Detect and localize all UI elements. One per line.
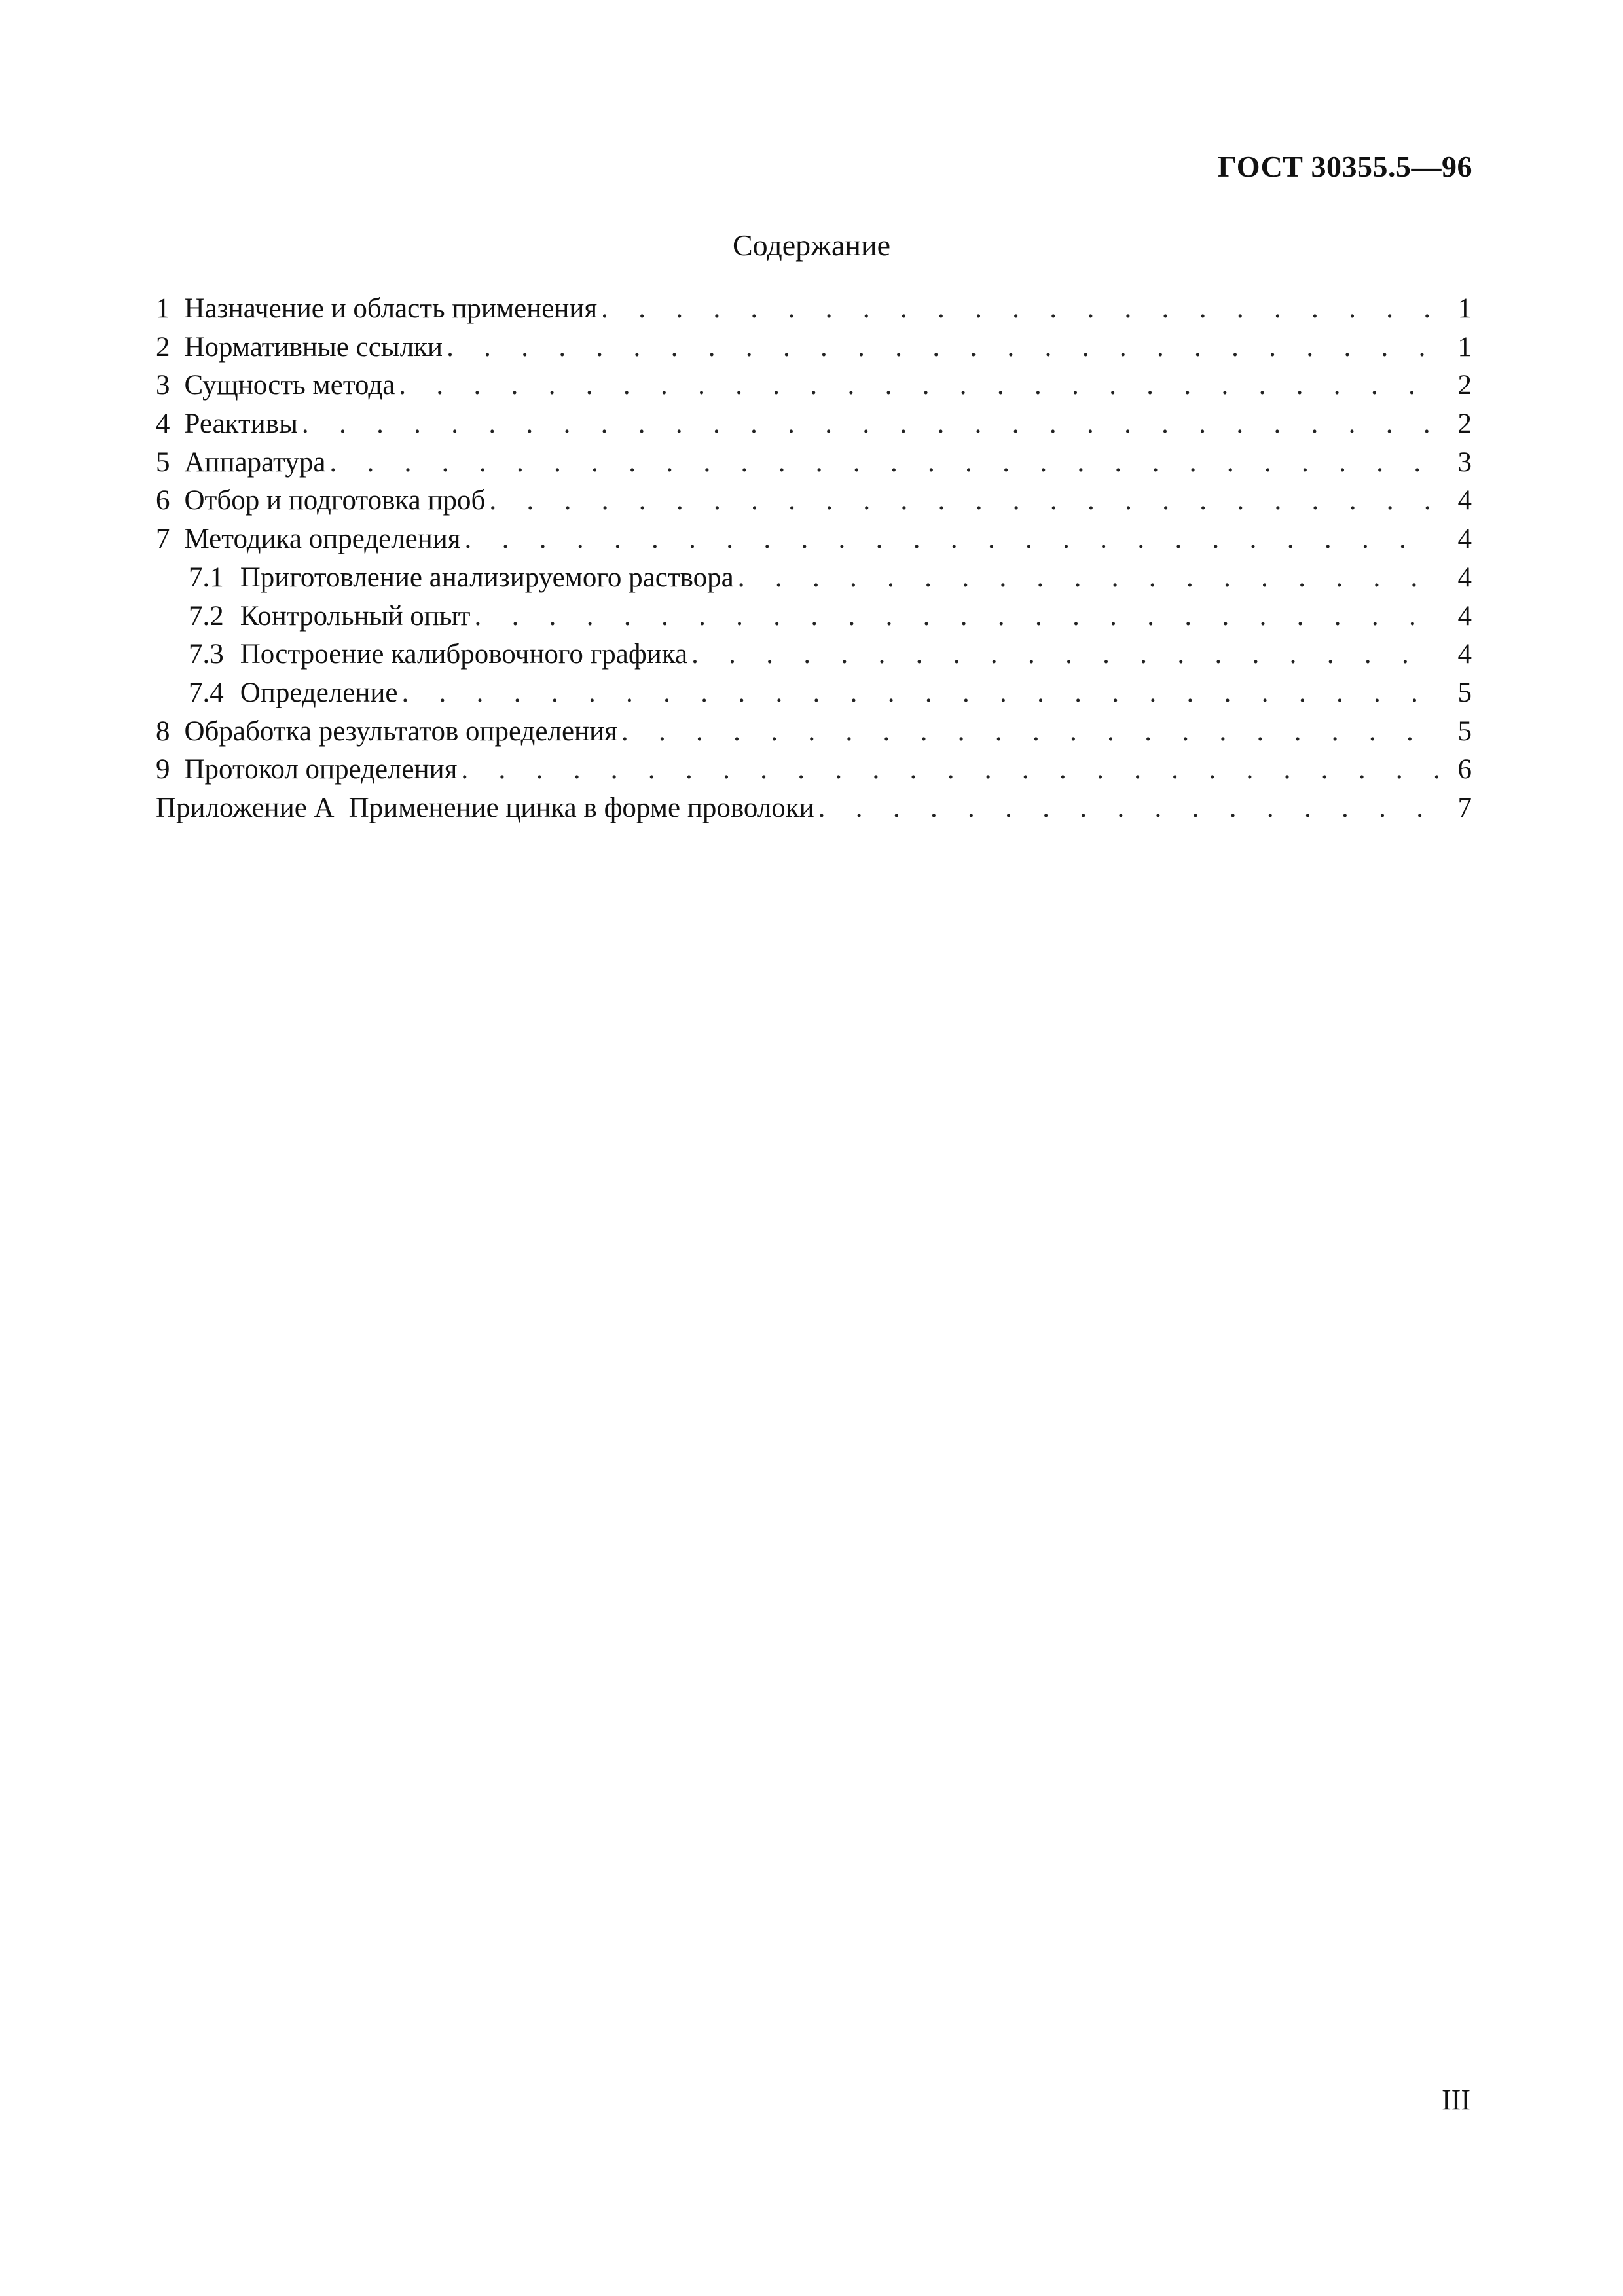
toc-appendix-item[interactable] (156, 789, 1472, 828)
toc-item-title: Назначение и область применения (184, 293, 598, 324)
toc-item-page: 1 (1457, 331, 1472, 363)
toc-item-page: 4 (1457, 562, 1472, 593)
toc-item[interactable] (156, 520, 1472, 559)
toc-item[interactable] (156, 367, 1472, 405)
toc-item-number: 3 (156, 370, 170, 401)
toc-item-page: 3 (1457, 446, 1472, 478)
toc-item-number: Приложение А (156, 792, 335, 823)
toc-item-page: 4 (1457, 639, 1472, 670)
toc-item-page: 4 (1457, 485, 1472, 516)
toc-dot-leader (621, 713, 1438, 751)
toc-dot-leader (447, 329, 1438, 367)
toc-item-title: Реактивы (184, 408, 298, 440)
toc-item-title: Нормативные ссылки (184, 331, 443, 363)
toc-dot-leader (738, 559, 1438, 598)
toc-item-page: 2 (1457, 370, 1472, 401)
toc-item[interactable] (156, 329, 1472, 367)
toc-item-number: 5 (156, 446, 170, 478)
toc-item[interactable] (156, 290, 1472, 329)
toc-item-number: 4 (156, 408, 170, 440)
toc-item[interactable] (156, 713, 1472, 751)
toc-item-title: Сущность метода (184, 370, 395, 401)
toc-dot-leader (691, 636, 1438, 674)
toc-subitem[interactable] (156, 559, 1472, 598)
toc-item-page: 4 (1457, 524, 1472, 555)
toc-item-page: 2 (1457, 408, 1472, 440)
toc-subitem[interactable] (156, 636, 1472, 674)
toc-item-title: Применение цинка в форме проволоки (348, 792, 814, 823)
toc-item-title: Аппаратура (184, 446, 326, 478)
toc-dot-leader (461, 751, 1438, 789)
toc-item-number: 1 (156, 293, 170, 324)
toc-item-number: 7.3 (189, 639, 224, 670)
toc-item-title: Построение калибровочного графика (240, 639, 688, 670)
table-of-contents (156, 290, 1472, 828)
toc-item-page: 5 (1457, 715, 1472, 747)
toc-item-title: Отбор и подготовка проб (184, 485, 486, 516)
toc-item-title: Приготовление анализируемого раствора (240, 562, 734, 593)
toc-item-number: 7.2 (189, 600, 224, 632)
toc-item[interactable] (156, 482, 1472, 520)
toc-item-page: 6 (1457, 754, 1472, 785)
toc-item-number: 9 (156, 754, 170, 785)
toc-item-title: Обработка результатов определения (184, 715, 617, 747)
toc-item[interactable] (156, 405, 1472, 444)
toc-dot-leader (489, 482, 1438, 520)
toc-item-number: 8 (156, 715, 170, 747)
toc-item[interactable] (156, 751, 1472, 789)
toc-item-page: 7 (1457, 792, 1472, 823)
toc-item-page: 4 (1457, 600, 1472, 632)
toc-item-page: 1 (1457, 293, 1472, 324)
toc-subitem[interactable] (156, 598, 1472, 636)
toc-item-number: 7 (156, 524, 170, 555)
toc-dot-leader (474, 598, 1438, 636)
toc-item-number: 7.1 (189, 562, 224, 593)
toc-subitem[interactable] (156, 674, 1472, 713)
toc-dot-leader (399, 367, 1438, 405)
toc-item-title: Методика определения (184, 524, 461, 555)
toc-item-number: 7.4 (189, 677, 224, 708)
toc-dot-leader (818, 789, 1438, 828)
toc-item-title: Контрольный опыт (240, 600, 471, 632)
toc-item[interactable] (156, 444, 1472, 482)
toc-dot-leader (465, 520, 1438, 559)
toc-item-title: Определение (240, 677, 398, 708)
toc-dot-leader (302, 405, 1438, 444)
toc-dot-leader (601, 290, 1438, 329)
toc-item-number: 2 (156, 331, 170, 363)
toc-dot-leader (401, 674, 1438, 713)
toc-dot-leader (329, 444, 1438, 482)
document-code: ГОСТ 30355.5—96 (1218, 150, 1472, 183)
toc-item-page: 5 (1457, 677, 1472, 708)
toc-item-number: 6 (156, 485, 170, 516)
toc-item-title: Протокол определения (184, 754, 458, 785)
toc-title: Содержание (732, 228, 891, 262)
page-number: III (1442, 2084, 1470, 2116)
